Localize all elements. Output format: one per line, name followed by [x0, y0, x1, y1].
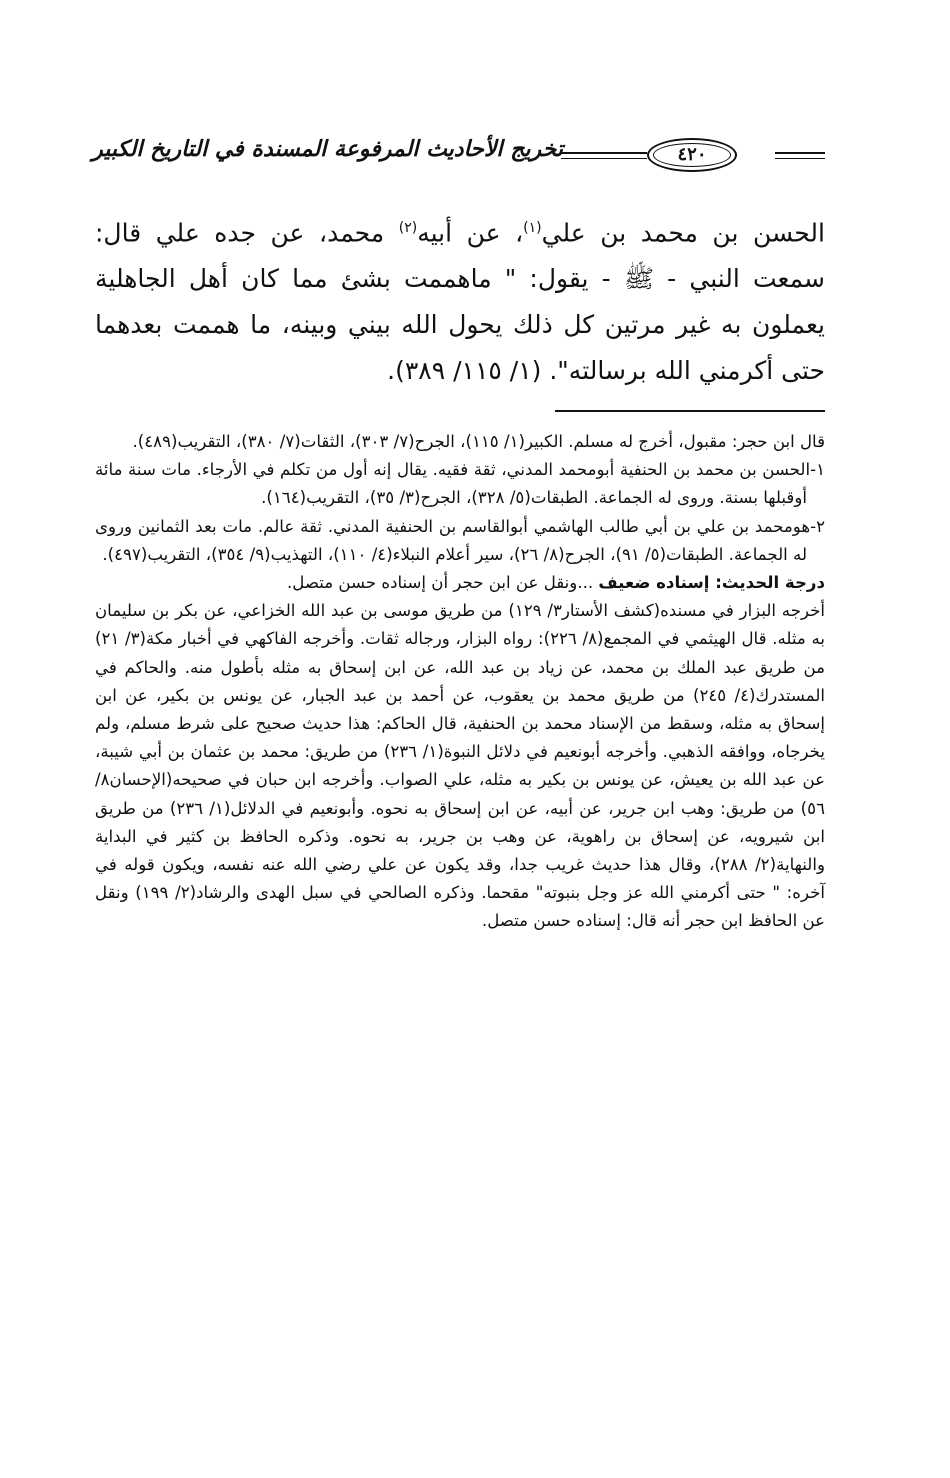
header-rule-mid — [561, 152, 647, 154]
footnote-1: ١-الحسن بن محمد بن الحنفية أبومحمد المدني، ثقة فقيه. يقال إنه أول من تكلم في الأرجاء. مات سنة مائة أوقبلها بسنة. وروى له الجماعة. الطبقات(٥/ ٣٢٨)، الجرح(٣/ ٣٥)، التقريب(١٦٤). — [95, 460, 825, 508]
footnote-ref-2: (٢) — [398, 220, 418, 236]
page-number: ٤٢٠ — [677, 144, 707, 165]
running-header — [92, 132, 825, 182]
hadith-grade: درجة الحديث: إسناده ضعيف ...ونقل عن ابن حجر أن إسناده حسن متصل. — [287, 573, 825, 593]
footnote-carryover: قال ابن حجر: مقبول، أخرج له مسلم. الكبير(١/ ١١٥)، الجرح(٧/ ٣٠٣)، الثقات(٧/ ٣٨٠)، التقريب(٤٨٩). — [132, 432, 825, 451]
page-number-frame — [647, 138, 737, 172]
hadith-paragraph: الحسن بن محمد بن علي$^{(١)}$، عن أبيه$^{(٢)}$ محمد، عن جده علي قال: سمعت النبي - ﷺ - يقول: " ماهممت بشئ مما كان أهل الجاهلية يعملون به غير مرتين كل ذلك يحول الله بيني وبينه، ما هممت بعدهما حتى أكرمني الله برسالته". (١/ ١١٥/ ٣٨٩). — [95, 218, 825, 386]
hadith-text — [95, 205, 825, 394]
footnote-ref-1: (١) — [523, 220, 542, 236]
header-rule-mid-thin — [561, 158, 647, 159]
footnote-separator — [555, 410, 825, 412]
footnote-2: ٢-هومحمد بن علي بن أبي طالب الهاشمي أبوالقاسم بن الحنفية المدني. ثقة عالم. مات بعد الثمانين وروى له الجماعة. الطبقات(٥/ ٩١)، الجرح(٨/ ٢٦)، سير أعلام النبلاء(٤/ ١١٠)، التهذيب(٩/ ٣٥٤)، التقريب(٤٩٧). — [95, 516, 825, 564]
takhrij-paragraph: أخرجه البزار في مسنده(كشف الأستار٣/ ١٢٩) من طريق موسى بن عبد الله الخزاعي، عن بكر بن سليمان به مثله. قال الهيثمي في المجمع(٨/ ٢٢٦): رواه البزار، ورجاله ثقات. وأخرجه الفاكهي في أخبار مكة(٣/ ٢١) من طريق عبد الملك بن محمد، عن زياد بن عبد الله، عن ابن إسحاق به مثله بأطول منه. والحاكم في المستدرك(٤/ ٢٤٥) من طريق محمد بن يعقوب، عن أحمد بن عبد الجبار، عن يونس بن بكير، عن ابن إسحاق به مثله، وسقط من الإسناد محمد بن الحنفية، قال الحاكم: هذا حديث صحيح على شرط مسلم، ولم يخرجاه، ووافقه الذهبي. وأخرجه أبونعيم في دلائل النبوة(١/ ٢٣٦) من طريق: محمد بن عثمان بن أبي شيبة، عن عبد الله بن يعيش، عن يونس بن بكير به مثله، علي الصواب. وأخرجه ابن حبان في صحيحه(الإحسان٨/ ٥٦) من طريق: وهب ابن جرير، عن أبيه، عن ابن إسحاق به نحوه. وأبونعيم في الدلائل(١/ ٢٣٦) من طريق ابن شيرويه، عن إسحاق بن راهوية، عن وهب بن جرير، به نحوه. وذكره الحافظ بن كثير في البداية والنهاية(٢/ ٢٨٨)، وقال هذا حديث غريب جدا، وقد يكون عن علي رضي الله عنه نفسه، ويكون قوله في آخره: " حتى أكرمني الله عز وجل بنبوته" مقحما. وذكره الصالحي في سبل الهدى والرشاد(٢/ ١٩٩) ونقل عن الحافظ ابن حجر أنه قال: إسناده حسن متصل. — [95, 601, 826, 931]
header-rule-right-thin — [775, 158, 825, 159]
header-rule-right — [775, 152, 825, 154]
footnotes — [95, 428, 825, 936]
grade-label: درجة الحديث: إسناده ضعيف — [598, 573, 825, 593]
running-title: تخريج الأحاديث المرفوعة المسندة في التاريخ الكبير — [92, 136, 563, 162]
